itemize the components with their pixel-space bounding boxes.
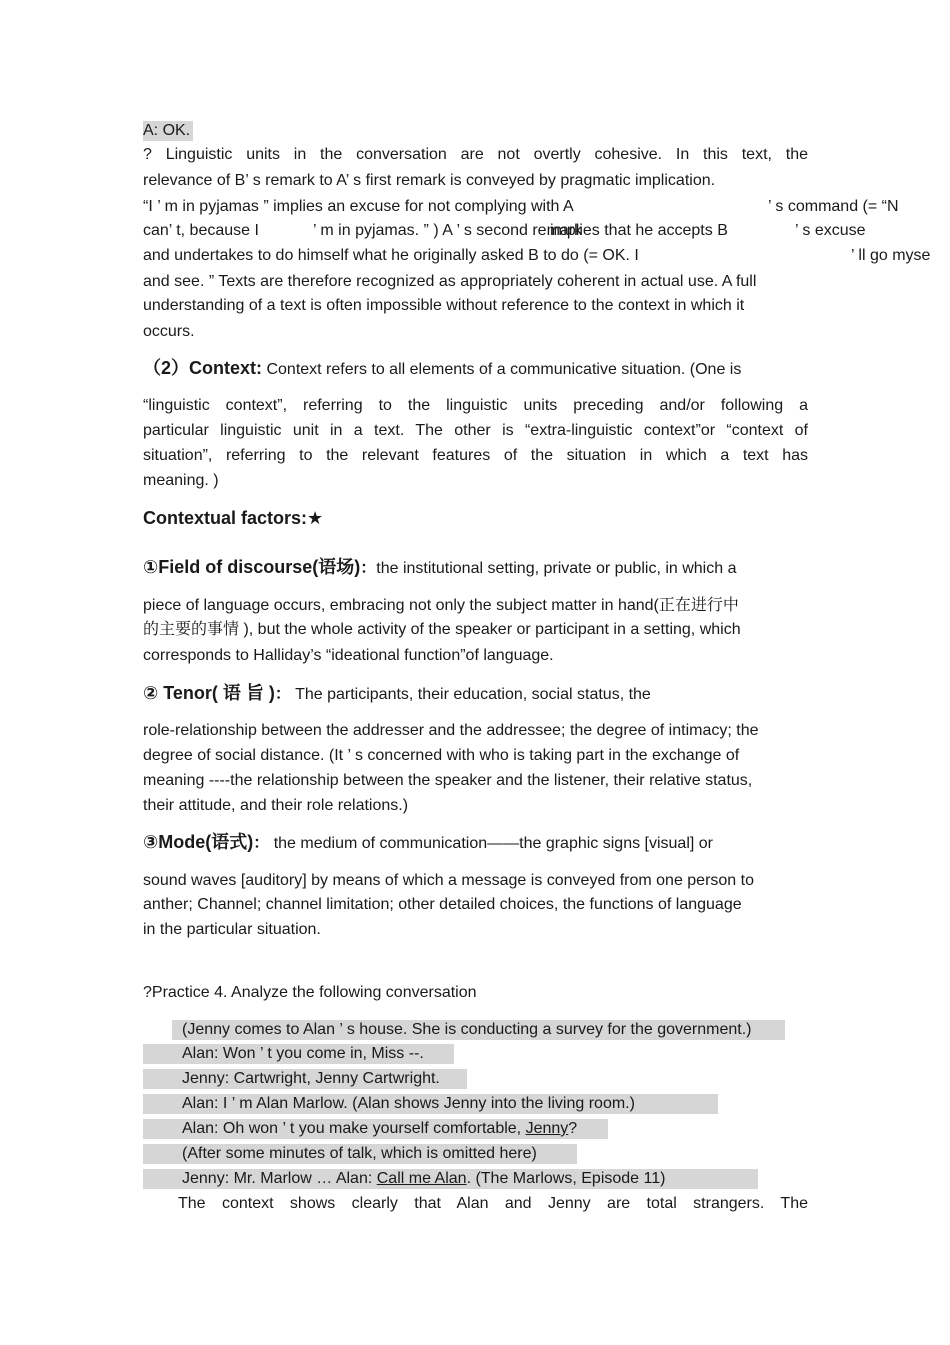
dialogue-line-7: [143, 1169, 758, 1189]
context-heading: Context:: [189, 358, 263, 378]
tenor-line-4: meaning ----the relationship between the speaker and the listener, their relative status,: [143, 772, 753, 789]
dialogue-line-7-end: . (The Marlows, Episode 11): [466, 1170, 666, 1187]
mode-line-1: [143, 832, 713, 854]
analysis-line-7: understanding of a text is often impossible without reference to the context in which it: [143, 297, 745, 314]
closing-line: The context shows clearly that Alan and Jenny are total strangers. The: [178, 1195, 808, 1212]
dialogue-line-3: Jenny: Cartwright, Jenny Cartwright.: [143, 1069, 467, 1089]
context-heading-number: （2）: [143, 358, 190, 378]
dialogue-line-5-end: ?: [568, 1120, 578, 1137]
dialogue-line-6: (After some minutes of talk, which is omitted here): [143, 1144, 577, 1164]
mode-colon: ：: [253, 835, 270, 852]
field-line-3: 的主要的事情 ), but the whole activity of the speaker or participant in a setting, which: [143, 621, 741, 638]
dialogue-line-7-callme: Call me Alan: [376, 1170, 467, 1187]
tenor-line-5: their attitude, and their role relations.): [143, 797, 409, 814]
dialogue-line-ok: A: OK.: [143, 121, 193, 141]
dialogue-line-5-text: Alan: Oh won ’ t you make yourself comfortable,: [182, 1120, 526, 1137]
analysis-line-4a: can’ t, because I: [143, 222, 259, 239]
tenor-definition: The participants, their education, social status, the: [290, 686, 651, 703]
context-line-2: “linguistic context”, referring to the linguistic units preceding and/or following a: [143, 397, 808, 414]
mode-line-3: anther; Channel; channel limitation; other detailed choices, the functions of language: [143, 896, 742, 913]
analysis-line-6: and see. ” Texts are therefore recognized as appropriately coherent in actual use. A full: [143, 273, 757, 290]
context-line-5: meaning. ): [143, 472, 219, 489]
tenor-colon: ：: [274, 686, 291, 703]
tenor-line-1: [143, 683, 808, 705]
dialogue-line-2: Alan: Won ’ t you come in, Miss --.: [143, 1044, 454, 1064]
tenor-label: ② Tenor( 语 旨 ): [143, 683, 275, 703]
dialogue-line-5: [143, 1119, 608, 1139]
analysis-line-5b: ’ ll go myse: [851, 247, 931, 264]
analysis-line-4c: implies that he accepts B: [550, 222, 728, 239]
mode-definition: the medium of communication——the graphic signs [visual] or: [269, 835, 713, 852]
analysis-line-4b: ’ m in pyjamas. ” ) A ’ s second remark: [313, 222, 583, 239]
context-heading-line: [143, 358, 741, 380]
field-definition: the institutional setting, private or public, in which a: [376, 560, 737, 577]
dialogue-line-4: Alan: I ’ m Alan Marlow. (Alan shows Jenny into the living room.): [143, 1094, 718, 1114]
field-line-1: [143, 557, 736, 579]
contextual-factors-heading: Contextual factors:★: [143, 508, 324, 528]
analysis-line-4d: ’ s excuse: [795, 222, 866, 239]
context-definition: Context refers to all elements of a communicative situation. (One is: [262, 361, 742, 378]
analysis-line-1: ? Linguistic units in the conversation are not overtly cohesive. In this text, the: [143, 146, 808, 163]
dialogue-line-1: (Jenny comes to Alan ’ s house. She is conducting a survey for the government.): [172, 1020, 785, 1040]
tenor-line-3: degree of social distance. (It ’ s concerned with who is taking part in the exchange of: [143, 747, 740, 764]
mode-label: ③Mode(语式): [143, 832, 254, 852]
field-label: ①Field of discourse(语场): [143, 557, 361, 577]
field-line-4: corresponds to Halliday’s “ideational function”of language.: [143, 647, 554, 664]
mode-line-4: in the particular situation.: [143, 921, 321, 938]
analysis-line-2: relevance of B’ s remark to A’ s first remark is conveyed by pragmatic implication.: [143, 172, 716, 189]
analysis-line-3a: “I ’ m in pyjamas ” implies an excuse for not complying with A: [143, 198, 574, 215]
field-line-2: piece of language occurs, embracing not only the subject matter in hand(正在进行中: [143, 597, 739, 614]
context-line-4: situation”, referring to the relevant features of the situation in which a text has: [143, 447, 808, 464]
dialogue-line-7-text: Jenny: Mr. Marlow … Alan:: [182, 1170, 377, 1187]
context-line-3: particular linguistic unit in a text. The other is “extra-linguistic context”or “context of: [143, 422, 808, 439]
field-colon: ：: [360, 560, 377, 577]
analysis-line-5a: and undertakes to do himself what he originally asked B to do (= OK. I: [143, 247, 639, 264]
tenor-line-2: role-relationship between the addresser and the addressee; the degree of intimacy; the: [143, 722, 759, 739]
dialogue-line-5-name: Jenny: [525, 1120, 569, 1137]
mode-line-2: sound waves [auditory] by means of which a message is conveyed from one person to: [143, 872, 754, 889]
analysis-line-8: occurs.: [143, 323, 195, 340]
analysis-line-3b: ’ s command (= “N: [768, 198, 899, 215]
practice-heading: ?Practice 4. Analyze the following conversation: [143, 984, 477, 1001]
